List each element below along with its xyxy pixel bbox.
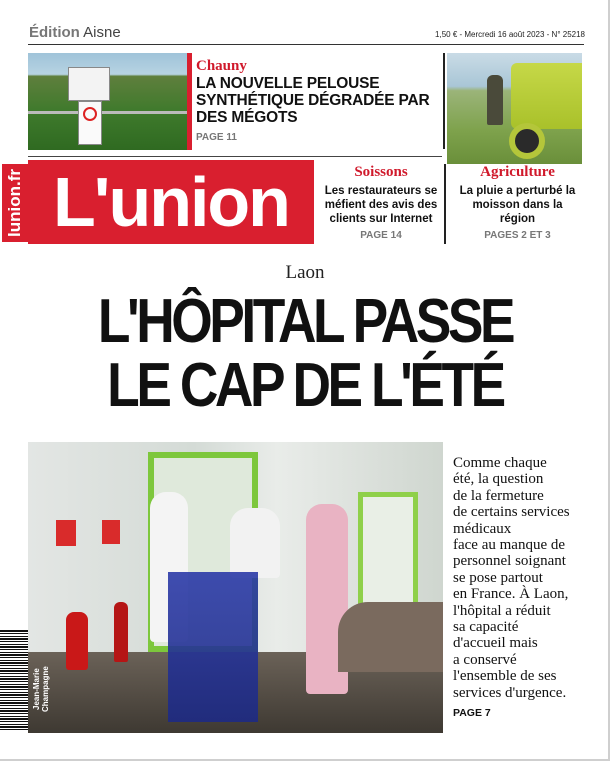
chauny-headline[interactable]: LA NOUVELLE PELOUSE SYNTHÉTIQUE DÉGRADÉE PAR DES MÉGOTS bbox=[196, 75, 430, 126]
red-accent-bar bbox=[187, 53, 192, 150]
agriculture-teaser[interactable] bbox=[455, 164, 580, 241]
headline-line-1: L'HÔPITAL PASSE bbox=[97, 287, 513, 356]
farmer bbox=[487, 75, 503, 125]
photo-credit: Jean-Marie Champagne bbox=[32, 666, 50, 712]
chauny-page: PAGE 11 bbox=[196, 132, 237, 143]
main-lead: Comme chaque été, la question de la fermeture de certains services médicaux face au manque de personnel soignant se pose partout en France. À Laon, l'hôpital a réduit sa capacité d'accueil mais a conservé l'ensemble de ses services d'urgence. bbox=[453, 455, 570, 701]
site-url[interactable]: lunion.fr bbox=[2, 164, 28, 242]
nurse-middle bbox=[230, 508, 280, 578]
agriculture-page: PAGES 2 ET 3 bbox=[484, 230, 551, 241]
issue-line: 1,50 € - Mercredi 16 août 2023 - N° 25218 bbox=[435, 30, 585, 39]
main-page-ref: PAGE 7 bbox=[453, 707, 491, 719]
chauny-kicker[interactable]: Chauny bbox=[196, 58, 247, 74]
agriculture-kicker: Agriculture bbox=[480, 164, 555, 180]
fire-extinguisher-2 bbox=[114, 602, 128, 662]
hospital-bed bbox=[338, 602, 443, 672]
teaser-rule bbox=[28, 156, 442, 157]
column-divider bbox=[443, 53, 445, 149]
chauny-photo[interactable] bbox=[28, 53, 187, 150]
soissons-kicker: Soissons bbox=[354, 164, 408, 180]
main-kicker: Laon bbox=[285, 262, 325, 283]
soissons-headline: Les restaurateurs se méfient des avis des clients sur Internet bbox=[324, 185, 438, 225]
top-rule bbox=[28, 44, 584, 45]
newspaper-logo: L'union bbox=[28, 160, 314, 244]
medical-cart bbox=[168, 572, 258, 722]
edition-label bbox=[29, 24, 121, 41]
safety-sign-2 bbox=[102, 520, 120, 544]
hospital-photo[interactable] bbox=[28, 442, 443, 733]
headline-line-2: LE CAP DE L'ÉTÉ bbox=[107, 351, 503, 420]
edition-region: Aisne bbox=[83, 24, 121, 41]
barcode bbox=[0, 630, 28, 730]
edition-word: Édition bbox=[29, 24, 80, 41]
fire-extinguisher bbox=[66, 612, 88, 670]
soissons-page: PAGE 14 bbox=[360, 230, 402, 241]
harvester-wheel bbox=[509, 123, 545, 159]
harvester bbox=[511, 63, 582, 129]
main-headline[interactable] bbox=[69, 287, 542, 420]
soissons-teaser[interactable] bbox=[320, 164, 442, 241]
safety-sign bbox=[56, 520, 76, 546]
agriculture-photo[interactable] bbox=[447, 53, 582, 164]
no-smoking-icon bbox=[83, 107, 97, 121]
agriculture-headline: La pluie a perturbé la moisson dans la région bbox=[459, 185, 576, 225]
notice-sign bbox=[68, 67, 110, 101]
teaser-divider bbox=[444, 164, 446, 244]
fence bbox=[28, 111, 187, 114]
